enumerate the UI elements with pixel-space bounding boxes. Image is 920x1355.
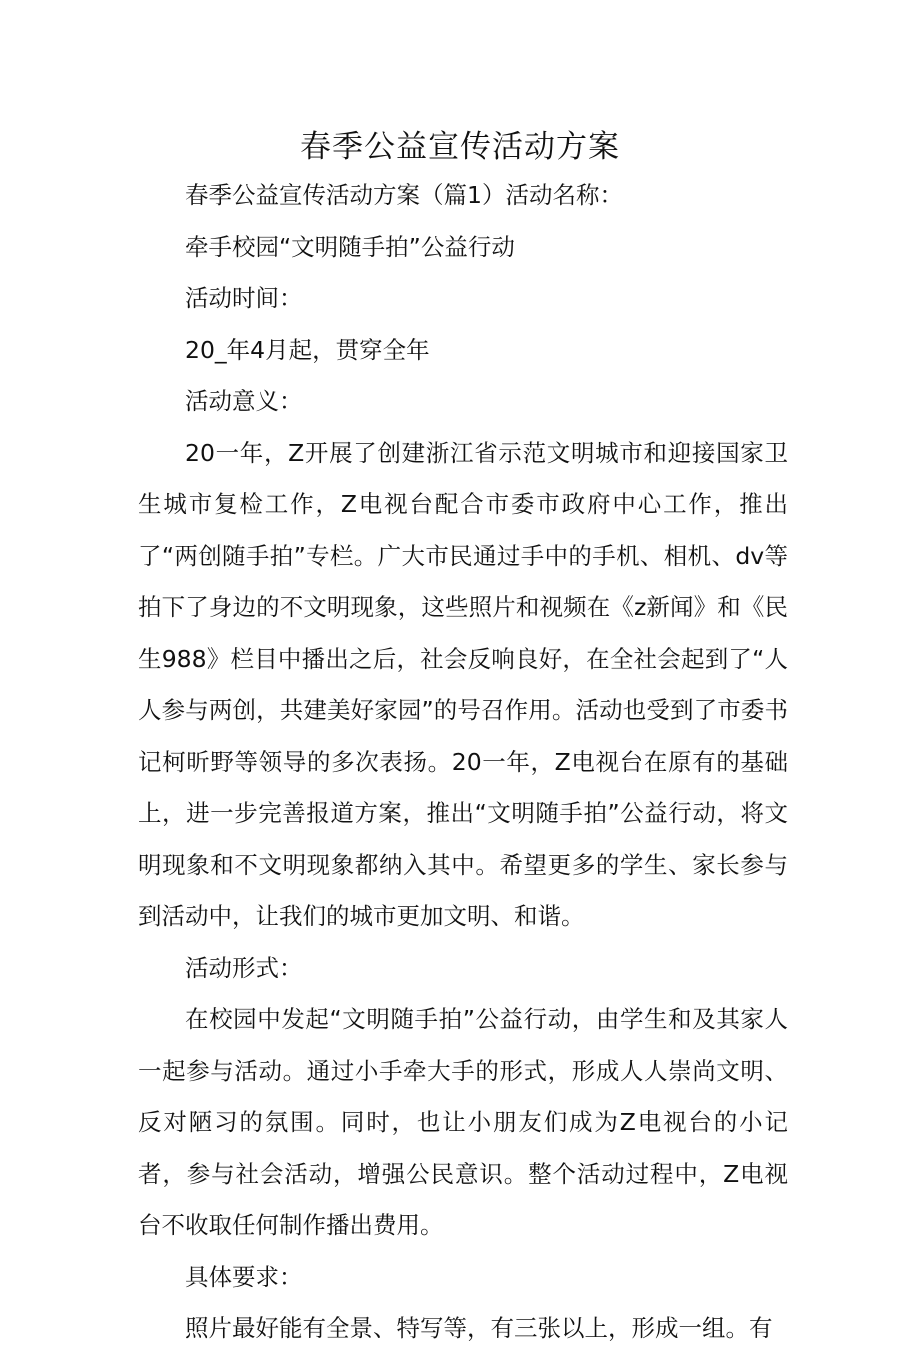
- paragraph-activity-name: 牵手校园“文明随手拍”公益行动: [185, 232, 515, 261]
- paragraph-requirements: 照片最好能有全景、特写等，有三张以上，形成一组。有: [185, 1314, 773, 1342]
- paragraph-activity-form: 在校园中发起“文明随手拍”公益行动，由学生和及其家人一起参与活动。通过小手牵大手的形式，形成人人崇尚文明、反对陋习的氛围。同时，也让小朋友们成为Z电视台的小记者，参与社会活动，增强公民意识。整个活动过程中，Z电视台不收取任何制作播出费用。: [138, 1005, 788, 1239]
- paragraph-activity-significance: 20一年，Z开展了创建浙江省示范文明城市和迎接国家卫生城市复检工作，Z电视台配合市委市政府中心工作，推出了“两创随手拍”专栏。广大市民通过手中的手机、相机、dv等拍下了身边的不文明现象，这些照片和视频在《z新闻》和《民生988》栏目中播出之后，社会反响良好，在全社会起到了“人人参与两创，共建美好家园”的号召作用。活动也受到了市委书记柯昕野等领导的多次表扬。20一年，Z电视台在原有的基础上，进一步完善报道方案，推出“文明随手拍”公益行动，将文明现象和不文明现象都纳入其中。希望更多的学生、家长参与到活动中，让我们的城市更加文明、和谐。: [138, 438, 788, 930]
- paragraph-activity-name-heading: 春季公益宣传活动方案（篇1）活动名称：: [185, 181, 623, 209]
- document-title: 春季公益宣传活动方案: [300, 129, 620, 165]
- paragraph-activity-significance-heading: 活动意义：: [185, 387, 303, 415]
- paragraph-activity-time: 20_年4月起，贯穿全年: [185, 335, 430, 364]
- paragraph-activity-time-heading: 活动时间：: [185, 284, 303, 312]
- document-body: [138, 170, 788, 1355]
- paragraph-requirements-heading: 具体要求：: [185, 1262, 303, 1291]
- paragraph-activity-form-heading: 活动形式：: [185, 953, 303, 982]
